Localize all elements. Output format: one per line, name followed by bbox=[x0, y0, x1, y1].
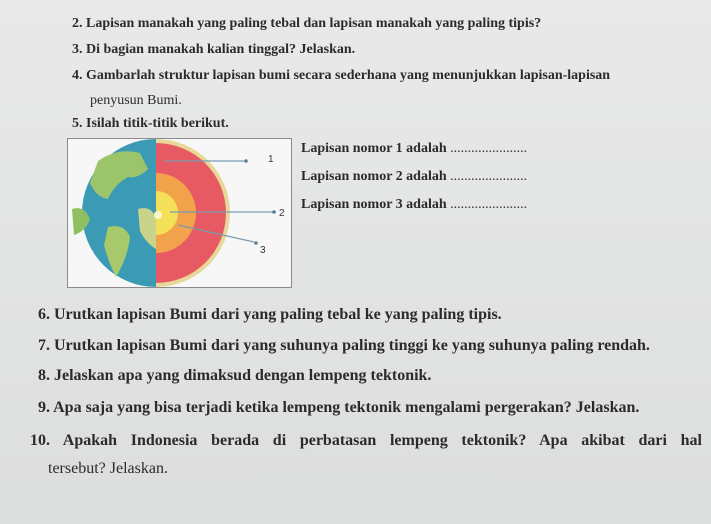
cut-off-top-text bbox=[250, 0, 253, 9]
fill-in-2-label: Lapisan nomor 2 adalah bbox=[301, 169, 447, 184]
fill-in-3-label: Lapisan nomor 3 adalah bbox=[301, 197, 447, 212]
question-4-line-1: 4. Gambarlah struktur lapisan bumi secara sederhana yang menunjukkan lapisan-lapisan bbox=[72, 68, 611, 83]
core-highlight bbox=[154, 211, 162, 219]
question-5: 5. Isilah titik-titik berikut. bbox=[72, 116, 229, 131]
earth-layers-diagram bbox=[68, 139, 291, 287]
earth-layers-figure bbox=[67, 138, 292, 288]
question-10-line-1 bbox=[30, 432, 702, 450]
figure-label-3: 3 bbox=[260, 245, 266, 256]
pointer-dot-2 bbox=[272, 210, 276, 214]
question-6: 6. Urutkan lapisan Bumi dari yang paling tebal ke yang paling tipis. bbox=[38, 306, 502, 323]
pointer-dot-3 bbox=[254, 241, 258, 245]
question-3: 3. Di bagian manakah kalian tinggal? Jelaskan. bbox=[72, 42, 356, 57]
question-8: 8. Jelaskan apa yang dimaksud dengan lempeng tektonik. bbox=[38, 367, 432, 384]
fill-in-1-blank[interactable]: ...................... bbox=[450, 141, 528, 156]
pointer-dot-1 bbox=[244, 159, 248, 163]
question-4-line-2: penyusun Bumi. bbox=[90, 93, 182, 108]
fill-in-2 bbox=[301, 169, 527, 185]
figure-label-1: 1 bbox=[268, 154, 274, 165]
fill-in-3-blank[interactable]: ...................... bbox=[450, 197, 528, 212]
fill-in-1-label: Lapisan nomor 1 adalah bbox=[301, 141, 447, 156]
question-10-line-2: tersebut? Jelaskan. bbox=[48, 460, 168, 477]
fill-in-2-blank[interactable]: ...................... bbox=[450, 169, 528, 184]
fill-in-3 bbox=[301, 197, 527, 213]
question-7: 7. Urutkan lapisan Bumi dari yang suhunya paling tinggi ke yang suhunya paling rendah. bbox=[38, 337, 650, 354]
figure-label-2: 2 bbox=[279, 208, 285, 219]
fill-in-1 bbox=[301, 141, 527, 157]
question-10-line-1-text: 10. Apakah Indonesia berada di perbatasan lempeng tektonik? Apa akibat dari hal bbox=[30, 432, 702, 449]
question-2: 2. Lapisan manakah yang paling tebal dan lapisan manakah yang paling tipis? bbox=[72, 16, 542, 31]
question-9: 9. Apa saja yang bisa terjadi ketika lempeng tektonik mengalami pergerakan? Jelaskan. bbox=[38, 399, 640, 416]
